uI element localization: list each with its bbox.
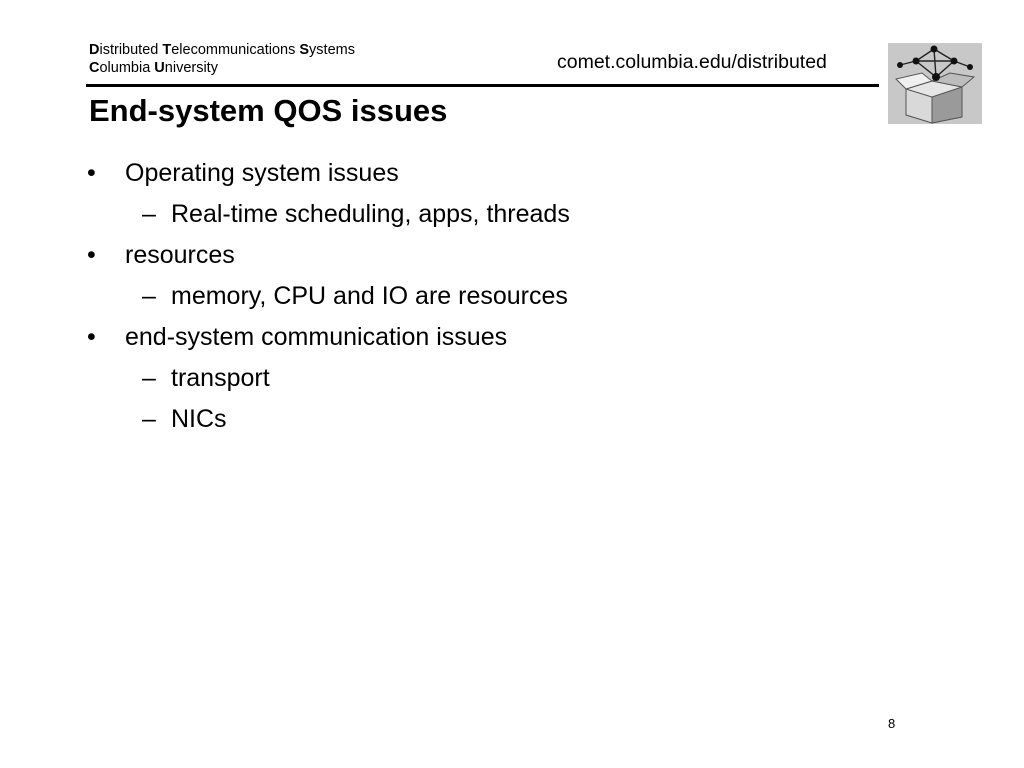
org-word: niversity [164, 60, 218, 76]
bullet-icon: • [87, 323, 96, 351]
dash-icon: – [142, 364, 156, 392]
dash-icon: – [142, 282, 156, 310]
bullet-text: resources [125, 241, 235, 269]
org-line-2 [89, 59, 355, 77]
org-initial: D [89, 42, 100, 58]
sub-bullet-text: transport [171, 364, 270, 392]
slide-title: End-system QOS issues [89, 93, 448, 128]
organization-name [89, 41, 355, 77]
page-number: 8 [888, 716, 896, 731]
bullet-icon: • [87, 241, 96, 269]
bullet-text: end-system communication issues [125, 323, 508, 351]
org-initial: C [89, 60, 100, 76]
sub-bullet-text: Real-time scheduling, apps, threads [171, 200, 570, 228]
bullet-icon: • [87, 159, 96, 187]
header-divider [86, 84, 879, 87]
sub-bullet-text: NICs [171, 405, 227, 433]
distributed-box-logo-icon [888, 43, 982, 124]
org-initial: S [299, 42, 310, 58]
bullet-text: Operating system issues [125, 159, 399, 187]
dash-icon: – [142, 200, 156, 228]
org-initial: U [154, 60, 165, 76]
org-word: olumbia [99, 60, 155, 76]
sub-bullet-text: memory, CPU and IO are resources [171, 282, 568, 310]
header-url: comet.columbia.edu/distributed [557, 51, 827, 73]
org-initial: T [162, 42, 172, 58]
org-word: elecommunications [171, 42, 300, 58]
org-line-1 [89, 41, 355, 59]
org-word: istributed [99, 42, 163, 58]
org-word: ystems [309, 42, 355, 58]
dash-icon: – [142, 405, 156, 433]
